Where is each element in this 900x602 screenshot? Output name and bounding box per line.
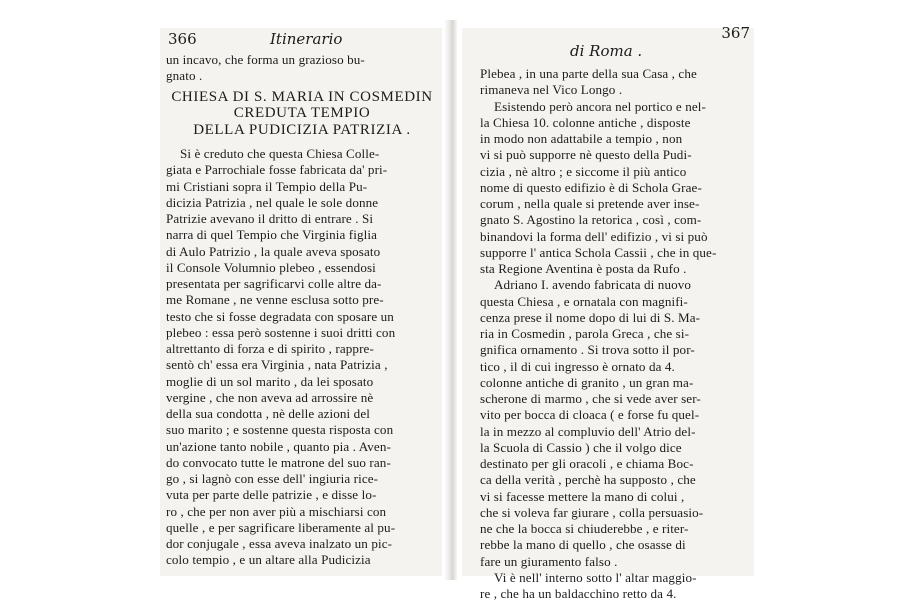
text-line: binandovi la forma dell' edifizio , vi si può [480,228,708,244]
left-page [160,28,442,576]
text-line: vuta per parte delle patrizie , e disse lo- [166,487,377,503]
text-line: sentò ch' essa era Virginia , nata Patrizia , [166,357,388,373]
right-page-header [462,24,754,60]
text-line: do convocato tutte le matrone del suo ran- [166,454,391,470]
text-line: narra di quel Tempio che Virginia figlia [166,227,378,243]
text-line: sta Regione Aventina è posta da Rufo . [480,261,687,276]
text-line: vito per bocca di cloaca ( e forse fu quel- [480,407,700,423]
text-line: corum , nella quale si pretende aver inse- [480,196,700,211]
text-line: presentata per sagrificarvi colle altre da- [166,276,382,291]
text-line: colo tempio , e un altare alla Pudicizia [166,552,371,568]
text-line: ca della verità , perchè ha supposto , che [480,472,696,488]
text-line: suo marito ; e sostenne questa risposta con [166,422,394,438]
text-line: dicizia Patrizia , nel quale le sole donne [166,194,379,210]
text-line: rimaneva nel Vico Longo . [480,82,623,98]
text-line: vi si può supporre nè questo della Pudi- [480,147,692,163]
text-line: plebeo : essa però sostenne i suoi dritti con [166,324,396,340]
text-line: gnato S. Agostino la retorica , così , com- [480,212,702,228]
text-line: me Romane , ne venne esclusa sotto pre- [166,292,384,308]
text-line: Vi è nell' interno sotto l' altar maggio- [494,569,697,585]
text-line: moglie di un sol marito , da lei sposato [166,373,374,389]
text-line: un'azione tanto nobile , quanto pia . Aven- [166,438,391,454]
text-line: ro , che per non aver più a mischiarsi con [166,503,387,519]
left-page-header [160,28,442,50]
text-line: di Aulo Patrizio , la quale aveva sposato [166,243,381,259]
text-line: il Console Volumnio plebeo , essendosi [166,259,376,275]
running-head: di Roma . [570,42,643,60]
page-number: 367 [721,24,750,42]
title-line: CREDUTA TEMPIO [233,105,371,121]
text-line: fare un giuramento falso . [480,553,618,569]
right-page-text [462,50,754,602]
chapter-title [166,89,438,139]
text-line: gnato . [166,68,203,84]
text-line: Si è creduto che questa Chiesa Colle- [180,146,380,161]
text-line: la Scuola di Cassio ) che il volgo dice [480,439,682,455]
text-line: questa Chiesa , e ornatala con magnifi- [480,293,688,309]
text-line: Patrizie avevano il dritto di entrare . Si [166,211,374,226]
text-line: dor conjugale , essa aveva inalzato un pic- [166,536,393,551]
text-line: Adriano I. avendo fabricata di nuovo [494,277,692,293]
text-line: testo che si fosse degradata con sposare un [166,308,394,324]
text-line: cizia , nè altro ; e siccome il più antico [480,163,687,179]
text-line: in modo non adattabile a tempio , non [480,131,683,146]
text-line: altrettanto di forza e di spirito , rappre- [166,341,374,356]
title-line: CHIESA DI S. MARIA IN COSMEDIN [171,88,433,105]
book-gutter [444,20,458,580]
text-line: che si voleva far giurare , colla persuasio- [480,504,704,520]
text-line: mi Cristiani sopra il Tempio della Pu- [166,178,368,194]
text-line: nome di questo edifizio è di Schola Grae- [480,179,702,195]
text-line: rebbe la mano di quello , che osasse di [480,537,686,553]
text-line: Plebea , in una parte della sua Casa , che [480,66,697,81]
text-line: tico , il di cui ingresso è ornato da 4. [480,358,675,374]
text-line: gnifica ornamento . Si trova sotto il por- [480,342,695,358]
text-line: destinato per gli oracoli , e chiama Boc- [480,456,694,471]
text-line: giata e Parrochiale fosse fabricata da' pri- [166,162,388,178]
text-line: la Chiesa 10. colonne antiche , disposte [480,114,691,130]
text-line: un incavo, che forma un grazioso bu- [166,52,365,67]
left-page-text [160,50,442,569]
text-line: ria in Cosmedin , parola Greca , che si- [480,326,690,341]
text-line: vergine , che non aveva ad arrossire nè [166,389,374,405]
text-line: colonne antiche di granito , un gran ma- [480,374,694,390]
text-line: della sua condotta , nè delle azioni del [166,406,370,421]
text-line: Esistendo però ancora nel portico e nel- [494,98,706,114]
text-line: scherone di marmo , che si vede aver ser- [480,391,701,406]
text-line: quelle , e per sagrificare liberamente al pu- [166,519,396,535]
text-line: re , che ha un baldacchino retto da 4. [480,586,677,601]
text-line: ne che la bocca si chiuderebbe , e riter- [480,521,689,536]
text-line: cenza prese il nome dopo di lui di S. Ma- [480,309,701,325]
text-line: supporre l' antica Schola Cassii , che in que- [480,244,717,260]
text-line: go , si lagnò con esse dell' ingiuria rice- [166,471,379,486]
right-page [462,24,754,601]
page-number: 366 [168,30,197,48]
title-line: DELLA PUDICIZIA PATRIZIA . [193,121,411,138]
text-line: vi si facesse mettere la mano di colui , [480,488,685,504]
running-head: Itinerario [270,30,343,48]
text-line: la in mezzo al compluvio dell' Atrio del- [480,423,696,439]
